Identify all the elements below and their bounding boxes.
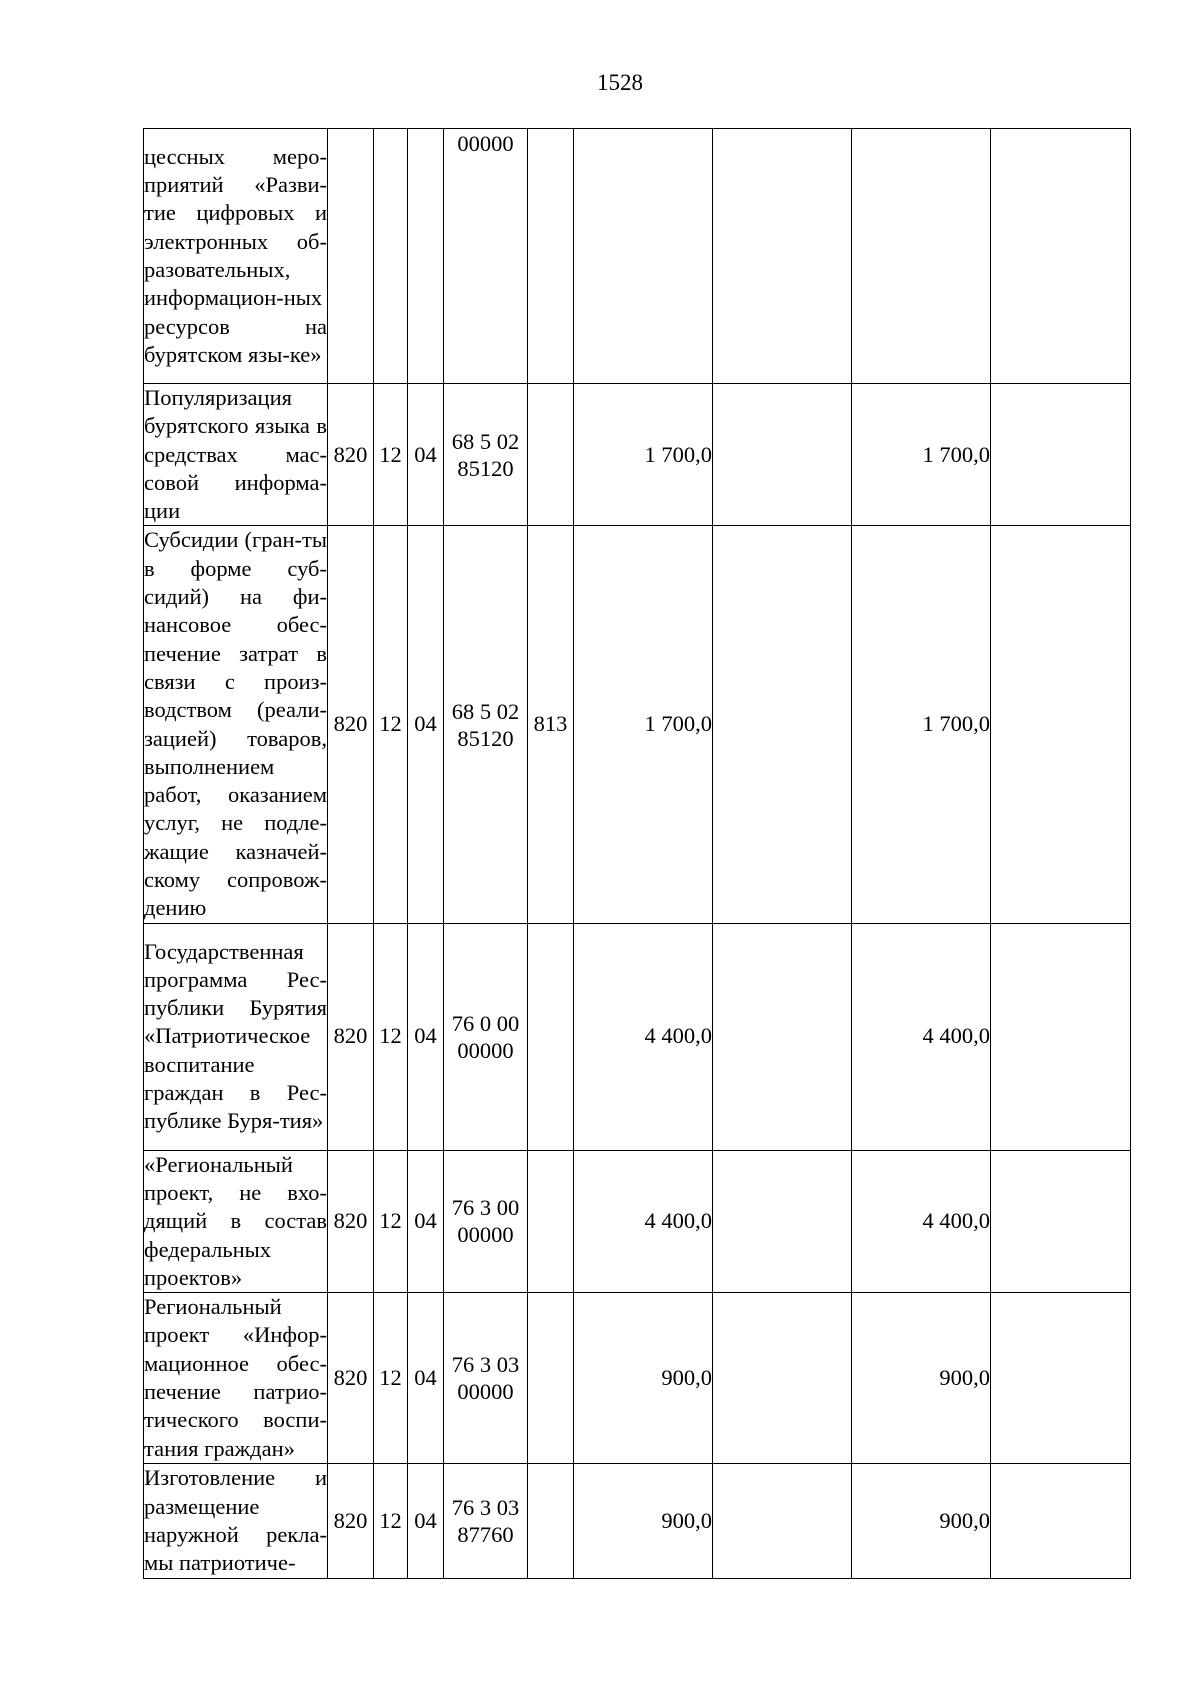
expense-name-cell: Популяризация бурятского языка в средствах мас-совой информа-ции: [144, 384, 328, 526]
amount-cell: 900,0: [574, 1293, 713, 1464]
expense-name-cell: Государственная программа Рес-публики Бурятия «Патриотическое воспитание граждан в Рес-публике Буря-тия»: [144, 923, 328, 1150]
amount-cell: [991, 384, 1131, 526]
grbs-code-cell: 820: [328, 1150, 374, 1292]
expense-type-cell: [528, 129, 574, 384]
table-row: [144, 1293, 1131, 1464]
amount-cell: 4 400,0: [574, 923, 713, 1150]
amount-cell: 4 400,0: [852, 923, 991, 1150]
amount-cell: [991, 1293, 1131, 1464]
target-article-cell: 68 5 02 85120: [444, 526, 528, 923]
subsection-code-cell: 04: [408, 1150, 444, 1292]
table-row: [144, 923, 1131, 1150]
amount-cell: 900,0: [852, 1463, 991, 1578]
amount-cell: 1 700,0: [574, 526, 713, 923]
target-article-cell: 76 3 00 00000: [444, 1150, 528, 1292]
table-row: [144, 129, 1131, 384]
expense-type-cell: [528, 923, 574, 1150]
table-row: [144, 384, 1131, 526]
subsection-code-cell: 04: [408, 526, 444, 923]
amount-cell: [713, 923, 852, 1150]
grbs-code-cell: 820: [328, 526, 374, 923]
amount-cell: 1 700,0: [852, 526, 991, 923]
target-article-cell: 76 0 00 00000: [444, 923, 528, 1150]
amount-cell: [852, 129, 991, 384]
amount-cell: [991, 923, 1131, 1150]
expense-name-cell: «Региональный проект, не вхо-дящий в состав федеральных проектов»: [144, 1150, 328, 1292]
grbs-code-cell: 820: [328, 384, 374, 526]
amount-cell: 900,0: [574, 1463, 713, 1578]
amount-cell: 900,0: [852, 1293, 991, 1464]
target-article-cell: 76 3 03 87760: [444, 1463, 528, 1578]
target-article-cell: 68 5 02 85120: [444, 384, 528, 526]
page-number: 1528: [597, 70, 643, 95]
amount-cell: [713, 1150, 852, 1292]
table-row: [144, 1150, 1131, 1292]
table-row: [144, 526, 1131, 923]
subsection-code-cell: 04: [408, 384, 444, 526]
section-code-cell: 12: [374, 1463, 408, 1578]
amount-cell: [991, 1150, 1131, 1292]
amount-cell: 1 700,0: [852, 384, 991, 526]
amount-cell: [713, 129, 852, 384]
amount-cell: 1 700,0: [574, 384, 713, 526]
subsection-code-cell: 04: [408, 1463, 444, 1578]
subsection-code-cell: 04: [408, 923, 444, 1150]
grbs-code-cell: 820: [328, 923, 374, 1150]
expense-type-cell: [528, 1293, 574, 1464]
section-code-cell: 12: [374, 923, 408, 1150]
target-article-cell: 00000: [444, 129, 528, 384]
expense-type-cell: 813: [528, 526, 574, 923]
subsection-code-cell: 04: [408, 1293, 444, 1464]
expense-name-cell: Изготовление и размещение наружной рекла-мы патриотиче-: [144, 1463, 328, 1578]
amount-cell: [713, 1293, 852, 1464]
amount-cell: [991, 129, 1131, 384]
expense-type-cell: [528, 384, 574, 526]
grbs-code-cell: 820: [328, 1463, 374, 1578]
section-code-cell: 12: [374, 384, 408, 526]
amount-cell: [991, 526, 1131, 923]
grbs-code-cell: 820: [328, 1293, 374, 1464]
amount-cell: [574, 129, 713, 384]
amount-cell: [713, 384, 852, 526]
section-code-cell: [374, 129, 408, 384]
amount-cell: 4 400,0: [574, 1150, 713, 1292]
section-code-cell: 12: [374, 526, 408, 923]
expense-type-cell: [528, 1463, 574, 1578]
section-code-cell: 12: [374, 1150, 408, 1292]
budget-table: [143, 128, 1131, 1579]
amount-cell: [713, 526, 852, 923]
amount-cell: 4 400,0: [852, 1150, 991, 1292]
expense-name-cell: Региональный проект «Инфор-мационное обес-печение патрио-тического воспи-тания граждан»: [144, 1293, 328, 1464]
subsection-code-cell: [408, 129, 444, 384]
expense-type-cell: [528, 1150, 574, 1292]
expense-name-cell: Субсидии (гран-ты в форме суб-сидий) на фи-нансовое обес-печение затрат в связи с произ-водством (реали-зацией) товаров, выполнением работ, оказанием услуг, не подле-жащие казначей-скому сопровож-дению: [144, 526, 328, 923]
table-row: [144, 1463, 1131, 1578]
expense-name-cell: цессных меро-приятий «Разви-тие цифровых и электронных об-разовательных, информацион-ных ресурсов на бурятском язы-ке»: [144, 129, 328, 384]
amount-cell: [713, 1463, 852, 1578]
section-code-cell: 12: [374, 1293, 408, 1464]
target-article-cell: 76 3 03 00000: [444, 1293, 528, 1464]
amount-cell: [991, 1463, 1131, 1578]
grbs-code-cell: [328, 129, 374, 384]
